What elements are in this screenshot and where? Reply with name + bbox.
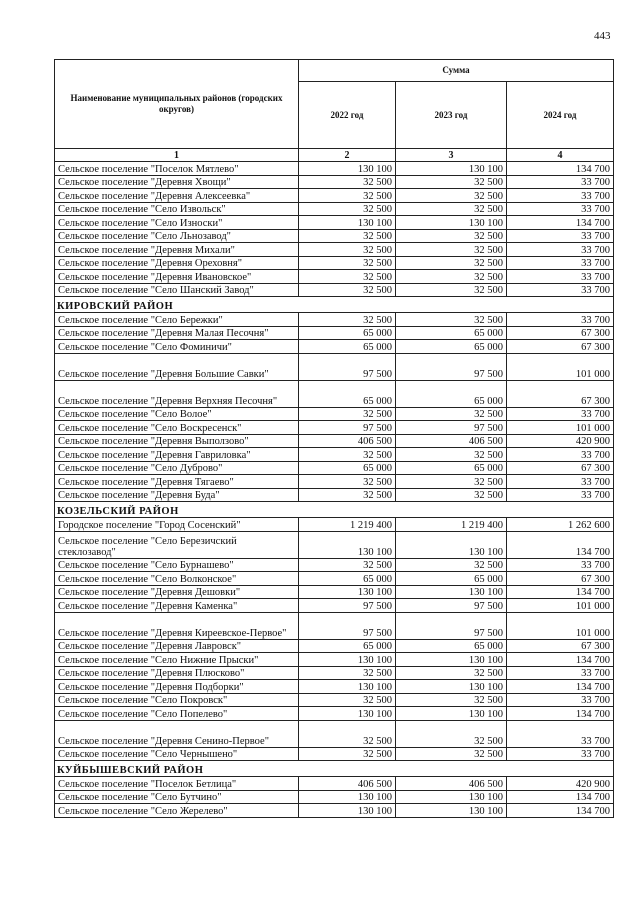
value-2023: 65 000 [396,326,507,340]
value-2024: 33 700 [507,270,614,284]
table-row [55,448,614,462]
value-2022: 97 500 [299,353,396,380]
value-2024: 134 700 [507,680,614,694]
settlement-name: Сельское поселение "Село Воскресенск" [55,421,299,435]
value-2022: 32 500 [299,693,396,707]
value-2023: 32 500 [396,283,507,297]
table-row [55,380,614,407]
settlement-name: Сельское поселение "Село Фоминичи" [55,340,299,354]
value-2024: 33 700 [507,189,614,203]
table-row [55,680,614,694]
table-row [55,531,614,558]
table-row [55,790,614,804]
value-2023: 32 500 [396,407,507,421]
value-2023: 32 500 [396,720,507,747]
table-row [55,599,614,613]
page-number: 443 [594,30,611,42]
header-name-column: Наименование муниципальных районов (городских округов) [55,60,299,149]
table-row [55,461,614,475]
table-row [55,229,614,243]
value-2024: 33 700 [507,488,614,502]
value-2023: 97 500 [396,612,507,639]
section-row [55,297,614,313]
value-2024: 101 000 [507,612,614,639]
section-title: КУЙБЫШЕВСКИЙ РАЙОН [55,761,614,777]
settlement-name: Сельское поселение "Деревня Ивановское" [55,270,299,284]
value-2024: 33 700 [507,313,614,327]
settlement-name: Сельское поселение "Село Бережки" [55,313,299,327]
table-row [55,804,614,818]
settlement-name: Сельское поселение "Деревня Хвощи" [55,175,299,189]
table-row [55,572,614,586]
table-row [55,202,614,216]
value-2022: 130 100 [299,531,396,558]
settlement-name: Сельское поселение "Поселок Мятлево" [55,162,299,176]
settlement-name: Сельское поселение "Деревня Большие Савки" [55,353,299,380]
settlement-name: Сельское поселение "Село Дуброво" [55,461,299,475]
value-2022: 97 500 [299,612,396,639]
settlement-name: Сельское поселение "Деревня Подборки" [55,680,299,694]
value-2022: 32 500 [299,475,396,489]
value-2022: 130 100 [299,162,396,176]
value-2024: 33 700 [507,407,614,421]
value-2024: 67 300 [507,326,614,340]
table-row [55,720,614,747]
value-2023: 65 000 [396,380,507,407]
table-row [55,313,614,327]
settlement-name: Сельское поселение "Деревня Выползово" [55,434,299,448]
value-2023: 130 100 [396,585,507,599]
value-2023: 406 500 [396,434,507,448]
settlement-name: Сельское поселение "Деревня Тягаево" [55,475,299,489]
table-row [55,777,614,791]
header-year-2023: 2023 год [396,82,507,149]
value-2024: 420 900 [507,777,614,791]
table-row [55,666,614,680]
value-2023: 130 100 [396,216,507,230]
value-2024: 33 700 [507,693,614,707]
value-2022: 406 500 [299,434,396,448]
value-2022: 65 000 [299,639,396,653]
value-2022: 32 500 [299,488,396,502]
value-2022: 65 000 [299,572,396,586]
value-2023: 32 500 [396,693,507,707]
table-row [55,612,614,639]
value-2023: 65 000 [396,572,507,586]
table-row [55,653,614,667]
table-row [55,175,614,189]
table-row [55,256,614,270]
table-row [55,518,614,532]
value-2023: 32 500 [396,666,507,680]
table-row [55,216,614,230]
column-number-2: 2 [299,149,396,162]
table-row [55,747,614,761]
value-2023: 130 100 [396,531,507,558]
value-2023: 97 500 [396,421,507,435]
value-2024: 33 700 [507,475,614,489]
value-2022: 32 500 [299,558,396,572]
table-row [55,189,614,203]
settlement-name: Сельское поселение "Село Волое" [55,407,299,421]
value-2024: 67 300 [507,572,614,586]
settlement-name: Сельское поселение "Деревня Киреевское-Первое" [55,612,299,639]
value-2024: 101 000 [507,421,614,435]
value-2024: 1 262 600 [507,518,614,532]
value-2023: 130 100 [396,680,507,694]
section-title: КИРОВСКИЙ РАЙОН [55,297,614,313]
column-number-3: 3 [396,149,507,162]
value-2023: 32 500 [396,475,507,489]
value-2023: 32 500 [396,175,507,189]
budget-table [54,59,614,818]
value-2024: 134 700 [507,790,614,804]
table-row [55,475,614,489]
value-2023: 32 500 [396,202,507,216]
settlement-name: Сельское поселение "Деревня Каменка" [55,599,299,613]
table-row [55,693,614,707]
value-2022: 130 100 [299,790,396,804]
value-2022: 32 500 [299,243,396,257]
table-row [55,243,614,257]
value-2024: 33 700 [507,175,614,189]
value-2024: 67 300 [507,380,614,407]
value-2024: 134 700 [507,531,614,558]
value-2023: 130 100 [396,162,507,176]
table-row [55,421,614,435]
value-2022: 1 219 400 [299,518,396,532]
value-2024: 134 700 [507,216,614,230]
settlement-name: Сельское поселение "Деревня Дешовки" [55,585,299,599]
section-title: КОЗЕЛЬСКИЙ РАЙОН [55,502,614,518]
value-2024: 67 300 [507,461,614,475]
header-sum: Сумма [299,60,614,82]
value-2024: 33 700 [507,243,614,257]
column-number-4: 4 [507,149,614,162]
settlement-name: Сельское поселение "Село Износки" [55,216,299,230]
value-2024: 33 700 [507,720,614,747]
value-2022: 97 500 [299,421,396,435]
value-2023: 32 500 [396,189,507,203]
value-2024: 33 700 [507,229,614,243]
value-2024: 33 700 [507,202,614,216]
settlement-name: Сельское поселение "Село Шанский Завод" [55,283,299,297]
settlement-name: Сельское поселение "Поселок Бетлица" [55,777,299,791]
settlement-name: Сельское поселение "Село Бутчино" [55,790,299,804]
settlement-name: Сельское поселение "Село Нижние Прыски" [55,653,299,667]
settlement-name: Сельское поселение "Село Чернышено" [55,747,299,761]
value-2023: 32 500 [396,558,507,572]
value-2024: 33 700 [507,448,614,462]
value-2022: 130 100 [299,653,396,667]
value-2024: 33 700 [507,558,614,572]
value-2022: 130 100 [299,804,396,818]
value-2022: 32 500 [299,448,396,462]
value-2022: 32 500 [299,720,396,747]
value-2024: 420 900 [507,434,614,448]
value-2023: 130 100 [396,707,507,721]
value-2022: 130 100 [299,216,396,230]
value-2023: 32 500 [396,448,507,462]
table-row [55,639,614,653]
value-2022: 130 100 [299,680,396,694]
value-2024: 33 700 [507,256,614,270]
table-row [55,162,614,176]
settlement-name: Сельское поселение "Село Волконское" [55,572,299,586]
settlement-name: Сельское поселение "Село Бурнашево" [55,558,299,572]
value-2022: 130 100 [299,707,396,721]
section-row [55,502,614,518]
table-row [55,407,614,421]
settlement-name: Сельское поселение "Село Попелево" [55,707,299,721]
value-2024: 33 700 [507,666,614,680]
value-2024: 33 700 [507,283,614,297]
settlement-name: Сельское поселение "Деревня Сенино-Первое" [55,720,299,747]
table-row [55,434,614,448]
value-2023: 97 500 [396,599,507,613]
value-2024: 67 300 [507,639,614,653]
value-2022: 406 500 [299,777,396,791]
settlement-name: Сельское поселение "Село Березичский стеклозавод" [55,531,299,558]
value-2023: 406 500 [396,777,507,791]
value-2022: 32 500 [299,270,396,284]
value-2024: 134 700 [507,585,614,599]
table-row [55,283,614,297]
value-2023: 65 000 [396,461,507,475]
value-2024: 134 700 [507,804,614,818]
table-row [55,270,614,284]
value-2023: 97 500 [396,353,507,380]
value-2022: 32 500 [299,283,396,297]
value-2022: 32 500 [299,229,396,243]
value-2024: 134 700 [507,707,614,721]
value-2023: 65 000 [396,639,507,653]
table-row [55,326,614,340]
value-2024: 101 000 [507,353,614,380]
value-2023: 32 500 [396,256,507,270]
value-2023: 32 500 [396,747,507,761]
settlement-name: Сельское поселение "Село Жерелево" [55,804,299,818]
settlement-name: Сельское поселение "Деревня Лавровск" [55,639,299,653]
value-2022: 32 500 [299,313,396,327]
value-2022: 32 500 [299,407,396,421]
settlement-name: Сельское поселение "Деревня Буда" [55,488,299,502]
header-year-2022: 2022 год [299,82,396,149]
table-row [55,558,614,572]
value-2022: 32 500 [299,256,396,270]
value-2022: 65 000 [299,326,396,340]
settlement-name: Городское поселение "Город Сосенский" [55,518,299,532]
settlement-name: Сельское поселение "Деревня Верхняя Песочня" [55,380,299,407]
table-body [55,162,614,818]
settlement-name: Сельское поселение "Деревня Ореховня" [55,256,299,270]
value-2022: 32 500 [299,202,396,216]
settlement-name: Сельское поселение "Село Льнозавод" [55,229,299,243]
header-year-2024: 2024 год [507,82,614,149]
value-2022: 97 500 [299,599,396,613]
value-2023: 130 100 [396,653,507,667]
value-2022: 32 500 [299,747,396,761]
value-2023: 32 500 [396,270,507,284]
value-2023: 65 000 [396,340,507,354]
column-number-1: 1 [55,149,299,162]
settlement-name: Сельское поселение "Село Покровск" [55,693,299,707]
value-2024: 134 700 [507,162,614,176]
table-row [55,585,614,599]
value-2022: 32 500 [299,189,396,203]
value-2023: 32 500 [396,488,507,502]
value-2023: 130 100 [396,790,507,804]
value-2022: 65 000 [299,380,396,407]
value-2023: 32 500 [396,229,507,243]
value-2024: 134 700 [507,653,614,667]
settlement-name: Сельское поселение "Деревня Плюсково" [55,666,299,680]
table-row [55,707,614,721]
settlement-name: Сельское поселение "Деревня Михали" [55,243,299,257]
value-2022: 65 000 [299,340,396,354]
section-row [55,761,614,777]
settlement-name: Сельское поселение "Село Извольск" [55,202,299,216]
value-2023: 32 500 [396,313,507,327]
value-2022: 32 500 [299,666,396,680]
value-2022: 65 000 [299,461,396,475]
settlement-name: Сельское поселение "Деревня Малая Песочня" [55,326,299,340]
value-2022: 32 500 [299,175,396,189]
value-2024: 101 000 [507,599,614,613]
table-row [55,340,614,354]
value-2023: 130 100 [396,804,507,818]
value-2024: 33 700 [507,747,614,761]
settlement-name: Сельское поселение "Деревня Алексеевка" [55,189,299,203]
value-2024: 67 300 [507,340,614,354]
table-row [55,488,614,502]
value-2023: 32 500 [396,243,507,257]
settlement-name: Сельское поселение "Деревня Гавриловка" [55,448,299,462]
value-2023: 1 219 400 [396,518,507,532]
table-row [55,353,614,380]
value-2022: 130 100 [299,585,396,599]
